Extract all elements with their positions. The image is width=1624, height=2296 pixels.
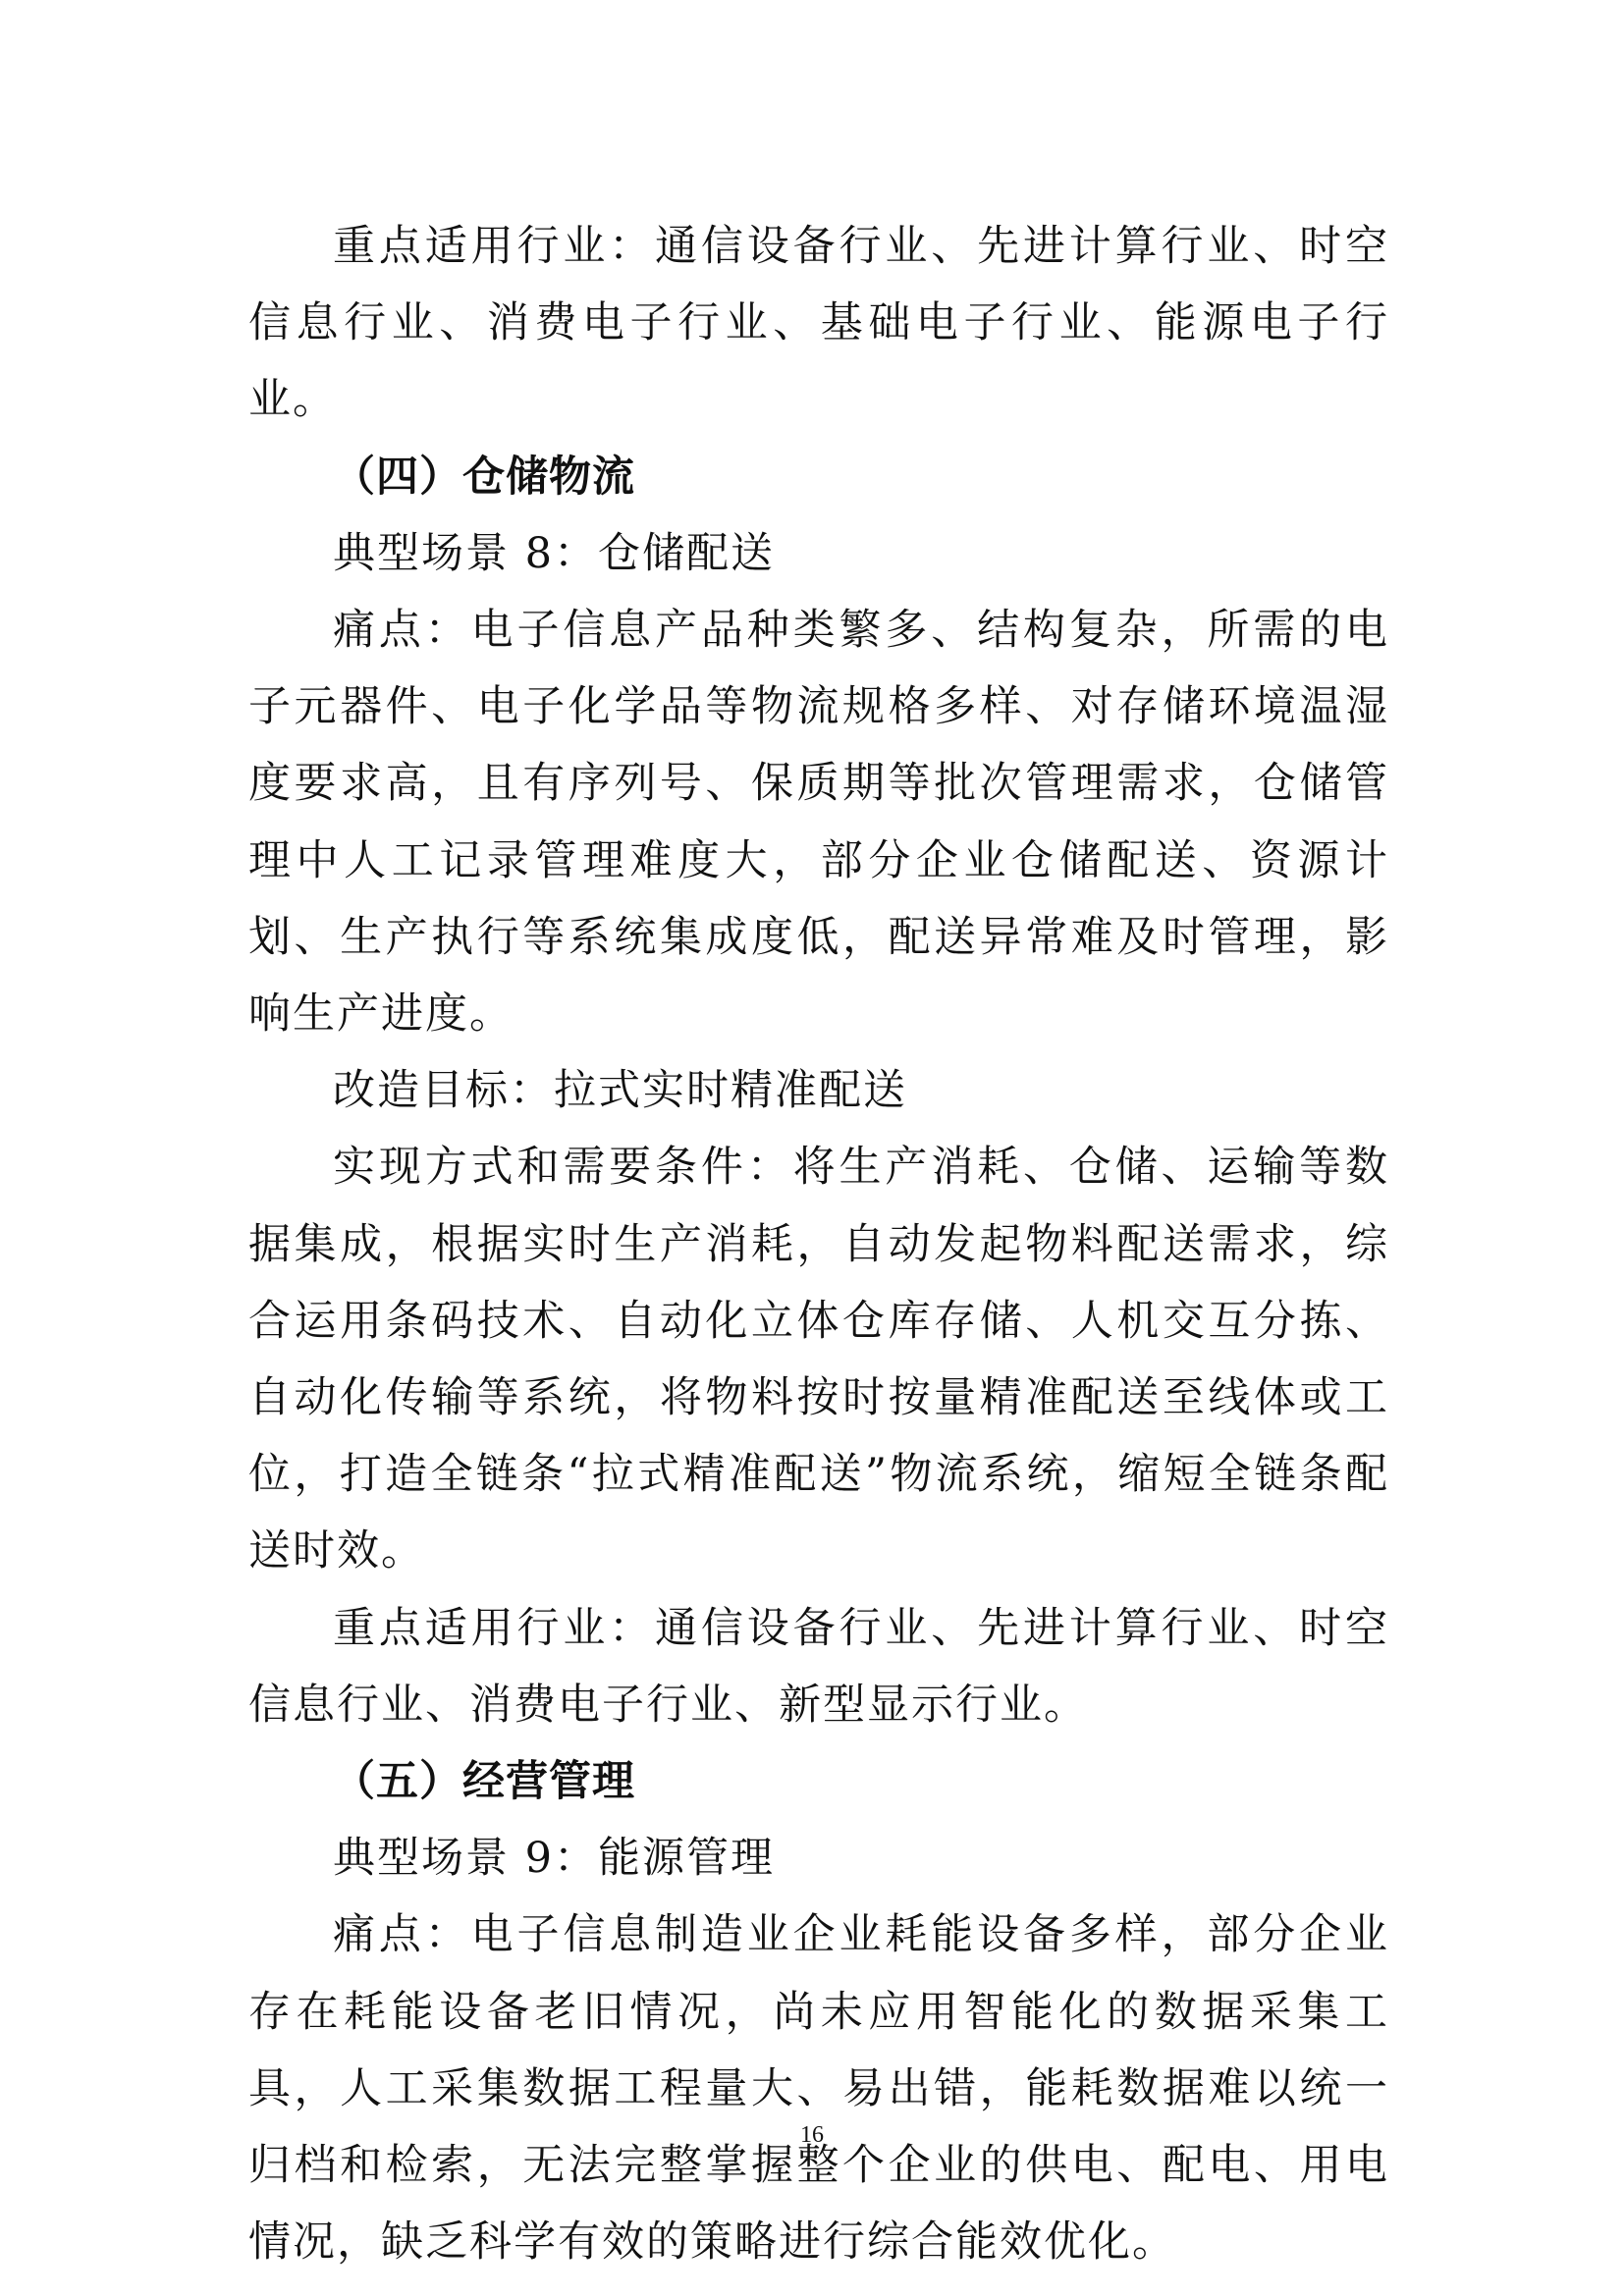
scenario-8-title: 典型场景 8：仓储配送: [333, 528, 776, 578]
target-scenario-8: 改造目标：拉式实时精准配送: [333, 1066, 907, 1116]
industries-scenario-8: 重点适用行业：通信设备行业、先进计算行业、时空信息行业、消费电子行业、新型显示行业。: [248, 1603, 1389, 1730]
page-number: 16: [800, 2122, 824, 2148]
section-heading-warehouse-logistics: （四）仓储物流: [333, 452, 635, 502]
section-heading-business-management: （五）经营管理: [333, 1757, 635, 1807]
scenario-9-title: 典型场景 9：能源管理: [333, 1834, 776, 1884]
industries-paragraph-3: 重点适用行业：通信设备行业、先进计算行业、时空信息行业、消费电子行业、基础电子行业、能源电子行业。: [248, 222, 1389, 425]
document-body: [248, 208, 1389, 2280]
pain-points-scenario-9: 痛点：电子信息制造业企业耗能设备多样，部分企业存在耗能设备老旧情况，尚未应用智能化的数据采集工具，人工采集数据工程量大、易出错，能耗数据难以统一归档和检索，无法完整掌握整个企业的供电、配电、用电情况，缺乏科学有效的策略进行综合能效优化。: [248, 1910, 1389, 2268]
pain-points-scenario-8: 痛点：电子信息产品种类繁多、结构复杂，所需的电子元器件、电子化学品等物流规格多样、对存储环境温湿度要求高，且有序列号、保质期等批次管理需求，仓储管理中人工记录管理难度大，部分企业仓储配送、资源计划、生产执行等系统集成度低，配送异常难及时管理，影响生产进度。: [248, 606, 1389, 1040]
approach-scenario-8: 实现方式和需要条件：将生产消耗、仓储、运输等数据集成，根据实时生产消耗，自动发起物料配送需求，综合运用条码技术、自动化立体仓库存储、人机交互分拣、自动化传输等系统，将物料按时按量精准配送至线体或工位，打造全链条“拉式精准配送”物流系统，缩短全链条配送时效。: [248, 1143, 1389, 1576]
